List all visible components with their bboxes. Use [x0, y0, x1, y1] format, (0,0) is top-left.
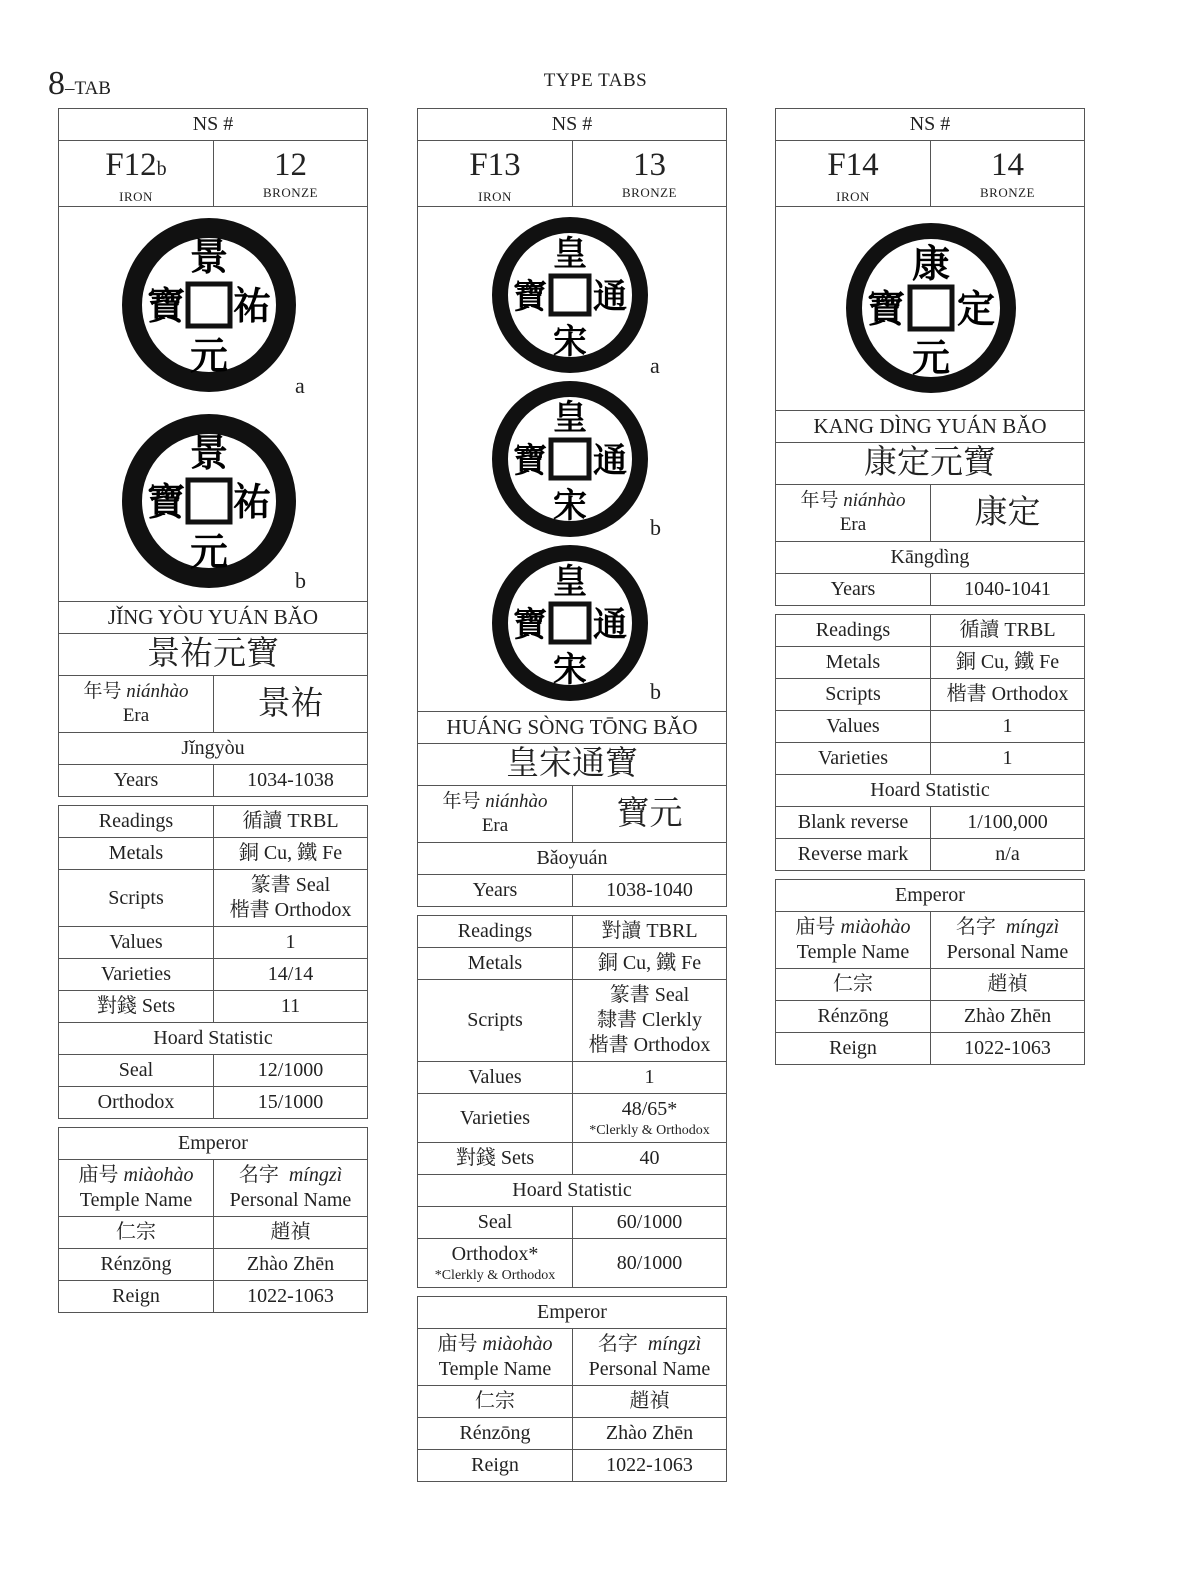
bronze-label: BRONZE — [622, 185, 677, 200]
temple-name-header: 庙号 miàohào Temple Name — [78, 1164, 194, 1211]
years-value: 1040-1041 — [930, 574, 1084, 605]
era-pinyin: Bǎoyuán — [536, 847, 608, 869]
emperor-block — [775, 879, 1085, 1065]
coin-char-top: 皇 — [553, 398, 587, 438]
coin-char-right: 祐 — [232, 480, 272, 524]
reign-value: 1022-1063 — [213, 1281, 367, 1312]
values-label: Values — [468, 1066, 522, 1088]
variant-label: b — [650, 515, 661, 540]
years-label: Years — [472, 879, 518, 901]
variant-label: a — [650, 353, 660, 378]
values-value: 1 — [213, 927, 367, 958]
type-tab-f12 — [58, 108, 368, 1313]
identification-block — [417, 108, 727, 907]
details-block — [417, 915, 727, 1288]
reign-label: Reign — [829, 1037, 877, 1059]
metals-label: Metals — [108, 842, 164, 864]
readings-value: 循讀 TRBL — [213, 806, 367, 837]
values-label: Values — [826, 715, 880, 737]
coin-char-top: 康 — [911, 242, 951, 286]
sets-value: 40 — [572, 1143, 726, 1174]
hoard-row-value: 12/1000 — [213, 1055, 367, 1086]
readings-label: Readings — [815, 619, 891, 641]
temple-name-chinese: 仁宗 — [833, 973, 873, 995]
values-label: Values — [109, 931, 163, 953]
coin-char-bottom: 宋 — [553, 650, 587, 690]
coin-image-a — [121, 217, 297, 393]
variant-label: b — [295, 568, 306, 593]
coin-char-right: 通 — [593, 605, 627, 645]
scripts-label: Scripts — [108, 886, 164, 909]
iron-code: F12b — [105, 147, 167, 183]
varieties-value: 14/14 — [213, 959, 367, 990]
coin-char-bottom: 元 — [911, 336, 951, 380]
iron-label: IRON — [836, 189, 870, 204]
details-block — [58, 805, 368, 1119]
iron-code: F14 — [827, 147, 879, 183]
years-label: Years — [113, 769, 159, 791]
hoard-row-value: n/a — [930, 839, 1084, 870]
type-tab-f14 — [775, 108, 1085, 1065]
variant-label: a — [295, 373, 305, 398]
reign-value: 1022-1063 — [930, 1033, 1084, 1064]
years-value: 1034-1038 — [213, 765, 367, 796]
varieties-label: Varieties — [101, 963, 171, 985]
coin-char-left: 寶 — [513, 441, 547, 481]
ns-label: NS # — [551, 113, 593, 135]
hoard-row-label: Blank reverse — [797, 811, 909, 833]
variant-label: b — [650, 679, 661, 704]
emperor-label: Emperor — [895, 884, 965, 906]
coin-images — [776, 207, 1084, 410]
metals-label: Metals — [825, 651, 881, 673]
scripts-label: Scripts — [825, 683, 881, 705]
sets-value: 11 — [213, 991, 367, 1022]
sets-label: 對錢 Sets — [96, 995, 176, 1017]
scripts-label: Scripts — [467, 1009, 523, 1031]
readings-value: 循讀 TRBL — [930, 615, 1084, 646]
coin-char-left: 寶 — [513, 277, 547, 317]
metals-value: 銅 Cu, 鐵 Fe — [930, 647, 1084, 678]
temple-name-pinyin: Rénzōng — [459, 1422, 531, 1444]
emperor-block — [417, 1296, 727, 1482]
iron-cell — [776, 141, 930, 206]
era-pinyin: Jǐngyòu — [181, 737, 245, 759]
era-chinese: 寶元 — [572, 786, 726, 842]
hoard-label: Hoard Statistic — [153, 1027, 273, 1049]
varieties-value: 48/65* *Clerkly & Orthodox — [572, 1094, 726, 1142]
coin-char-top: 皇 — [553, 562, 587, 602]
metals-label: Metals — [467, 952, 523, 974]
personal-name-pinyin: Zhào Zhēn — [213, 1249, 367, 1280]
coin-char-bottom: 元 — [189, 334, 229, 378]
coin-char-right: 定 — [956, 287, 996, 331]
personal-name-header: 名字 míngzì Personal Name — [930, 912, 1084, 968]
values-value: 1 — [930, 711, 1084, 742]
coin-char-bottom: 宋 — [553, 322, 587, 362]
scripts-value: 篆書 Seal 隸書 Clerkly 楷書 Orthodox — [572, 980, 726, 1061]
era-chinese: 景祐 — [213, 676, 367, 732]
temple-name-chinese: 仁宗 — [116, 1221, 156, 1243]
coin-char-bottom: 宋 — [553, 486, 587, 526]
hoard-row-value: 1/100,000 — [930, 807, 1084, 838]
personal-name-chinese: 趙禎 — [572, 1386, 726, 1417]
coin-image — [844, 221, 1018, 395]
coin-images — [59, 207, 367, 601]
coin-char-right: 通 — [593, 441, 627, 481]
years-label: Years — [830, 578, 876, 600]
sets-label: 對錢 Sets — [455, 1147, 535, 1169]
iron-label: IRON — [478, 189, 512, 204]
varieties-value: 1 — [930, 743, 1084, 774]
values-value: 1 — [572, 1062, 726, 1093]
coin-char-top: 景 — [189, 235, 229, 279]
bronze-label: BRONZE — [980, 185, 1035, 200]
coin-romanized-title: HUÁNG SÒNG TŌNG BǍO — [446, 715, 698, 739]
bronze-code: 12 — [274, 147, 307, 183]
metals-value: 銅 Cu, 鐵 Fe — [572, 948, 726, 979]
bronze-cell — [572, 141, 726, 206]
coin-char-right: 通 — [593, 277, 627, 317]
coin-char-left: 寶 — [146, 480, 186, 524]
era-label: 年号 niánhào Era — [800, 490, 906, 535]
personal-name-chinese: 趙禎 — [213, 1217, 367, 1248]
bronze-cell — [213, 141, 367, 206]
readings-value: 對讀 TBRL — [572, 916, 726, 947]
era-label: 年号 niánhào Era — [442, 791, 548, 836]
bronze-cell — [930, 141, 1084, 206]
temple-name-header: 庙号 miàohào Temple Name — [795, 916, 911, 963]
temple-name-chinese: 仁宗 — [475, 1390, 515, 1412]
hoard-label: Hoard Statistic — [512, 1179, 632, 1201]
hoard-row-value: 15/1000 — [213, 1087, 367, 1118]
iron-label: IRON — [119, 189, 153, 204]
temple-name-pinyin: Rénzōng — [100, 1253, 172, 1275]
hoard-row-label: Reverse mark — [797, 843, 909, 865]
emperor-label: Emperor — [537, 1301, 607, 1323]
page-title: TYPE TABS — [543, 70, 648, 91]
coin-char-left: 寶 — [513, 605, 547, 645]
emperor-block — [58, 1127, 368, 1313]
temple-name-header: 庙号 miàohào Temple Name — [437, 1333, 553, 1380]
scripts-value: 篆書 Seal 楷書 Orthodox — [213, 870, 367, 926]
personal-name-pinyin: Zhào Zhēn — [572, 1418, 726, 1449]
coin-char-top: 皇 — [553, 234, 587, 274]
era-label: 年号 niánhào Era — [83, 681, 189, 726]
type-tab-f13 — [417, 108, 727, 1482]
coin-romanized-title: JǏNG YÒU YUÁN BǍO — [107, 605, 319, 629]
coin-char-top: 景 — [189, 431, 229, 475]
iron-code: F13 — [469, 147, 521, 183]
reign-label: Reign — [112, 1285, 160, 1307]
identification-block — [58, 108, 368, 797]
hoard-row-label: Seal — [118, 1059, 154, 1081]
coin-char-left: 寶 — [146, 284, 186, 328]
hoard-row-value: 60/1000 — [572, 1207, 726, 1238]
metals-value: 銅 Cu, 鐵 Fe — [213, 838, 367, 869]
temple-name-pinyin: Rénzōng — [817, 1005, 889, 1027]
reign-value: 1022-1063 — [572, 1450, 726, 1481]
bronze-label: BRONZE — [263, 185, 318, 200]
iron-cell — [59, 141, 213, 206]
iron-cell — [418, 141, 572, 206]
hoard-row-value: 80/1000 — [572, 1239, 726, 1287]
coin-romanized-title: KANG DÌNG YUÁN BǍO — [813, 414, 1047, 438]
bronze-code: 13 — [633, 147, 666, 183]
coin-char-left: 寶 — [866, 287, 906, 331]
hoard-row-label: Orthodox — [97, 1091, 175, 1113]
coin-image-b — [490, 379, 650, 539]
ns-label: NS # — [192, 113, 234, 135]
personal-name-header: 名字 míngzì Personal Name — [572, 1329, 726, 1385]
coin-char-bottom: 元 — [189, 530, 229, 574]
personal-name-header: 名字 míngzì Personal Name — [213, 1160, 367, 1216]
personal-name-pinyin: Zhào Zhēn — [930, 1001, 1084, 1032]
details-block — [775, 614, 1085, 871]
coin-chinese-title: 皇宋通寶 — [506, 746, 638, 782]
coin-image-b2 — [490, 543, 650, 703]
years-value: 1038-1040 — [572, 875, 726, 906]
ns-label: NS # — [909, 113, 951, 135]
hoard-label: Hoard Statistic — [870, 779, 990, 801]
varieties-label: Varieties — [460, 1106, 530, 1129]
emperor-label: Emperor — [178, 1132, 248, 1154]
scripts-value: 楷書 Orthodox — [930, 679, 1084, 710]
coin-images — [418, 207, 726, 711]
readings-label: Readings — [457, 920, 533, 942]
personal-name-chinese: 趙禎 — [930, 969, 1084, 1000]
hoard-row-label: Seal — [477, 1211, 513, 1233]
era-pinyin: Kāngdìng — [890, 546, 970, 568]
era-chinese: 康定 — [930, 485, 1084, 541]
coin-chinese-title: 景祐元寶 — [147, 636, 279, 672]
readings-label: Readings — [98, 810, 174, 832]
identification-block — [775, 108, 1085, 606]
varieties-label: Varieties — [818, 747, 888, 769]
coin-image-b — [121, 413, 297, 589]
page-number: 8–TAB — [48, 65, 111, 102]
coin-image-a — [490, 215, 650, 375]
bronze-code: 14 — [991, 147, 1024, 183]
coin-char-right: 祐 — [232, 284, 272, 328]
hoard-row-label: Orthodox* *Clerkly & Orthodox — [434, 1243, 556, 1283]
coin-chinese-title: 康定元寶 — [864, 445, 996, 481]
reign-label: Reign — [471, 1454, 519, 1476]
